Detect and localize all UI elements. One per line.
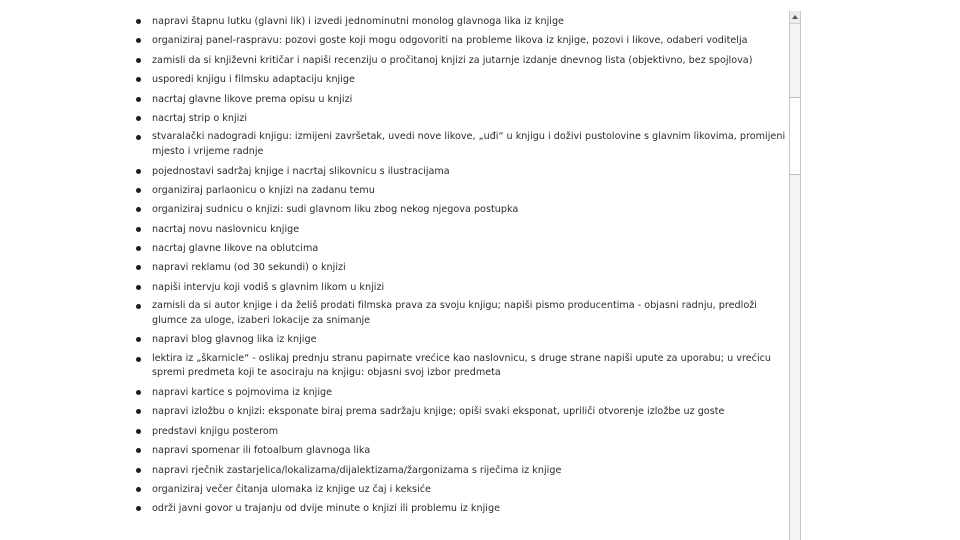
bullet-icon (136, 97, 141, 102)
list-item (134, 299, 786, 328)
list-item (134, 404, 786, 419)
list-item (134, 482, 786, 497)
bullet-icon (136, 188, 141, 193)
bullet-icon (136, 304, 141, 309)
bullet-icon (136, 38, 141, 43)
bullet-icon (136, 227, 141, 232)
list-item (134, 352, 786, 381)
list-item (134, 92, 786, 107)
list-item-text: napravi blog glavnog lika iz knjige (152, 334, 317, 346)
bullet-icon (136, 116, 141, 121)
list-item-text: stvaralački nadogradi knjigu: izmijeni završetak, uvedi nove likove, „uđi“ u knjigu i doživi pustolovine s glavnim likovima, promijeni mjesto i vrijeme radnje (152, 131, 786, 157)
list-item-text: usporedi knjigu i filmsku adaptaciju knjige (152, 74, 355, 86)
list-item (134, 260, 786, 275)
bullet-icon (136, 77, 141, 82)
bullet-icon (136, 337, 141, 342)
vertical-scrollbar[interactable] (789, 11, 801, 540)
list-item (134, 332, 786, 347)
list-item-text: zamisli da si književni kritičar i napiši recenziju o pročitanoj knjizi za jutarnje izdanje dnevnog lista (objektivno, bez spojlova) (152, 54, 753, 66)
list-item (134, 463, 786, 478)
list-item-text: napravi spomenar ili fotoalbum glavnoga lika (152, 445, 371, 457)
list-item-text: nacrtaj strip o knjizi (152, 112, 248, 124)
list-item-text: organiziraj parlaonicu o knjizi na zadanu temu (152, 184, 375, 196)
bullet-icon (136, 285, 141, 290)
bullet-icon (136, 468, 141, 473)
bullet-icon (136, 357, 141, 362)
list-item (134, 202, 786, 217)
list-item-text: predstavi knjigu posterom (152, 425, 279, 437)
list-item-text: napravi reklamu (od 30 sekundi) o knjizi (152, 262, 346, 274)
list-item-text: organiziraj sudnicu o knjizi: sudi glavnom liku zbog nekog njegova postupka (152, 204, 519, 216)
bullet-icon (136, 448, 141, 453)
list-item-text: pojednostavi sadržaj knjige i nacrtaj slikovnicu s ilustracijama (152, 165, 450, 177)
bullet-icon (136, 487, 141, 492)
bullet-icon (136, 409, 141, 414)
list-item-text: napiši intervju koji vodiš s glavnim likom u knjizi (152, 281, 385, 293)
list-item-text: nacrtaj novu naslovnicu knjige (152, 223, 300, 235)
list-item (134, 443, 786, 458)
list-item-text: napravi izložbu o knjizi: eksponate biraj prema sadržaju knjige; opiši svaki eksponat, upriliči otvorenje izložbe uz goste (152, 406, 725, 418)
bullet-icon (136, 390, 141, 395)
list-item (134, 222, 786, 237)
scroll-thumb[interactable] (790, 97, 800, 175)
list-item-text: lektira iz „škarnicle“ - oslikaj prednju stranu papirnate vrećice kao naslovnicu, s druge strane napiši upute za uporabu; u vrećicu spremi predmeta koji te asociraju na knjigu: objasni svoj izbor predmeta (152, 352, 772, 379)
activity-list (134, 14, 786, 521)
list-item (134, 53, 786, 68)
list-item (134, 183, 786, 198)
list-item-text: zamisli da si autor knjige i da želiš prodati filmska prava za svoju knjigu; napiši pismo producentima - objasni radnju, predloži glumce za uloge, izaberi lokacije za snimanje (152, 300, 757, 326)
bullet-icon (136, 429, 141, 434)
bullet-icon (136, 207, 141, 212)
scroll-up-button[interactable] (790, 11, 800, 24)
bullet-icon (136, 135, 141, 140)
list-item (134, 14, 786, 29)
chevron-up-icon (792, 15, 798, 19)
list-item-text: napravi rječnik zastarjelica/lokalizama/dijalektizama/žargonizama s riječima iz knjige (152, 464, 562, 476)
bullet-icon (136, 246, 141, 251)
bullet-icon (136, 265, 141, 270)
bullet-icon (136, 506, 141, 511)
list-item (134, 33, 786, 48)
list-item (134, 424, 786, 439)
list-item (134, 501, 786, 516)
list-item-text: napravi štapnu lutku (glavni lik) i izvedi jednominutni monolog glavnoga lika iz knjige (152, 16, 564, 27)
bullet-icon (136, 19, 141, 24)
list-item (134, 72, 786, 87)
list-item (134, 241, 786, 256)
bullet-icon (136, 58, 141, 63)
list-item-text: napravi kartice s pojmovima iz knjige (152, 387, 333, 399)
list-item (134, 280, 786, 295)
list-item-text: nacrtaj glavne likove prema opisu u knjizi (152, 93, 353, 105)
list-item-text: nacrtaj glavne likove na oblutcima (152, 243, 319, 255)
list-item-text: održi javni govor u trajanju od dvije minute o knjizi ili problemu iz knjige (152, 503, 500, 515)
list-item (134, 111, 786, 126)
list-item (134, 130, 786, 159)
list-item-text: organiziraj panel-raspravu: pozovi goste koji mogu odgovoriti na probleme likova iz knjige, pozovi i likove, odaberi voditelja (152, 35, 748, 47)
list-item (134, 385, 786, 400)
list-item (134, 164, 786, 179)
list-item-text: organiziraj večer čitanja ulomaka iz knjige uz čaj i keksiće (152, 483, 431, 495)
bullet-icon (136, 169, 141, 174)
